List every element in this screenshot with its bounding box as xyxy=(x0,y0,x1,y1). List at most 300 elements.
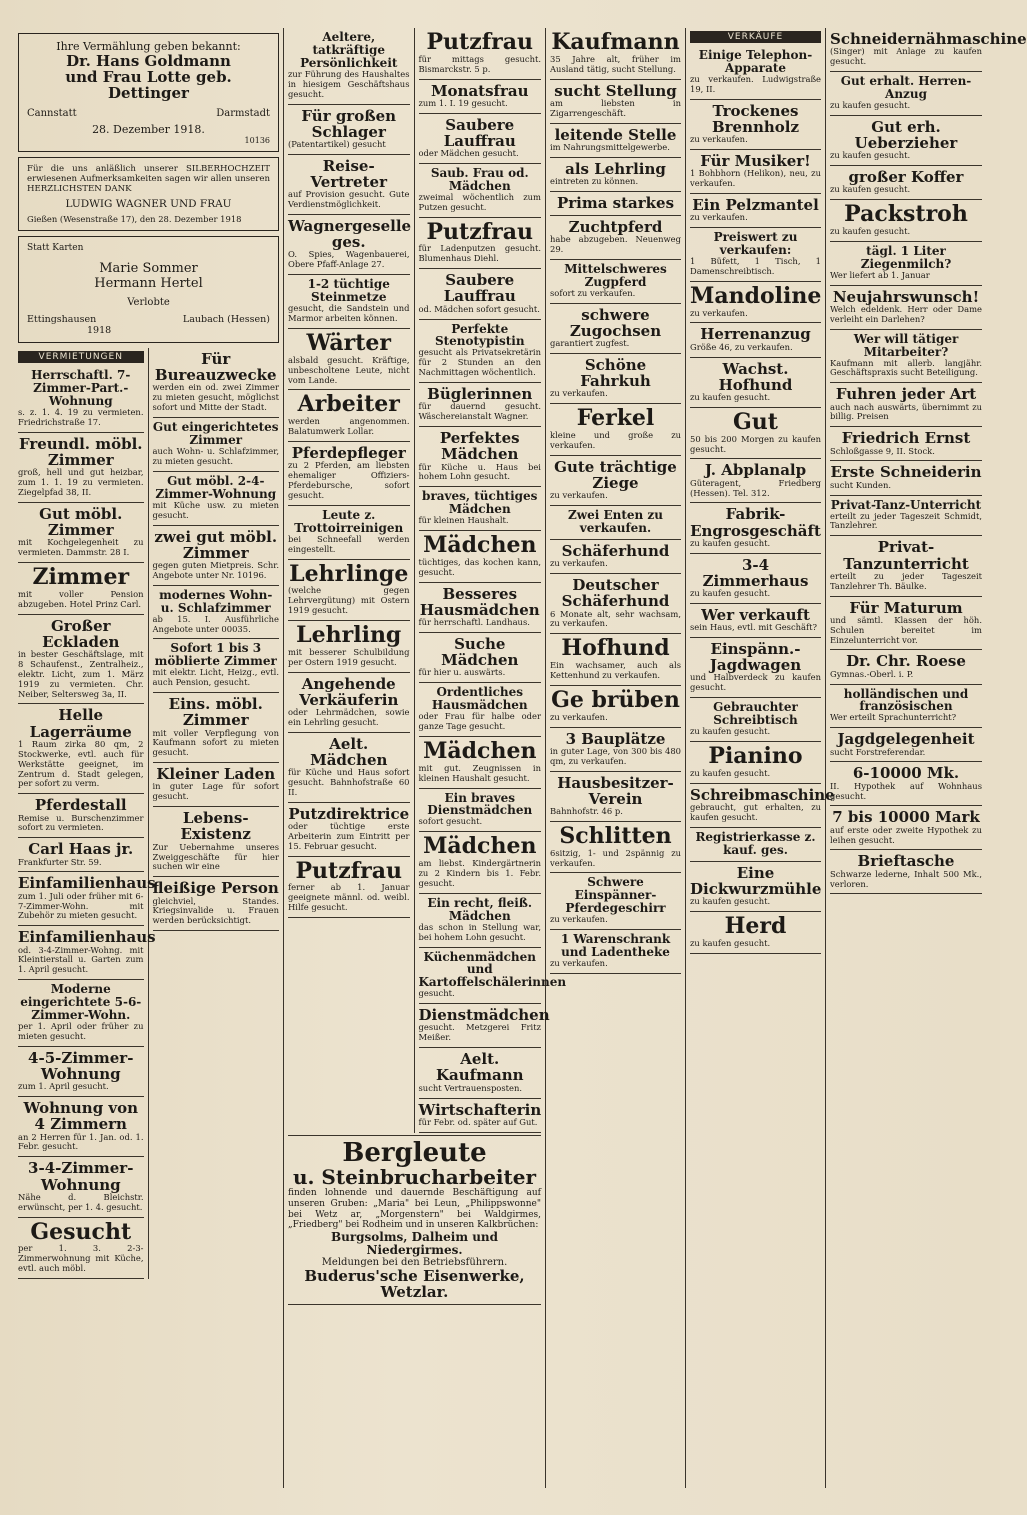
ad-heading: Aeltere, tatkräftige Persönlichkeit xyxy=(300,30,398,70)
classified-ad xyxy=(419,114,542,164)
ad-body: 6 Monate alt, sehr wachsam, zu verkaufen. xyxy=(550,608,681,629)
ad-body: für Febr. od. später auf Gut. xyxy=(418,1116,538,1127)
ad-heading: Carl Haas jr. xyxy=(28,840,134,859)
ad-body: zu kaufen gesucht. xyxy=(690,726,771,737)
classified-ad xyxy=(419,789,542,833)
classified-ad xyxy=(419,1099,542,1133)
ad-heading: modernes Wohn- u. Schlafzimmer xyxy=(159,587,273,615)
ad-body: Kaufmann mit allerb. langjähr. Geschäftspraxis sucht Beteiligung. xyxy=(830,357,982,378)
classified-ad xyxy=(830,427,982,461)
ad-body: oder Mädchen gesucht. xyxy=(418,148,519,159)
column-stellenangebote xyxy=(284,28,567,1488)
ad-heading: Prima starkes xyxy=(556,193,675,212)
ad-heading: Ein Pelzmantel xyxy=(692,196,819,214)
bergleute-title: Bergleute xyxy=(342,1137,487,1168)
ad-heading: Hofhund xyxy=(561,635,670,662)
bergleute-contact: Meldungen bei den Betriebsführern. xyxy=(321,1256,508,1268)
ad-heading: Mittelschweres Zugpferd xyxy=(564,261,667,289)
classified-ad xyxy=(830,597,982,651)
ad-body: zu kaufen gesucht. xyxy=(690,588,771,599)
silver-place: Gießen (Wesenstraße 17), den 28. Dezember 1918 xyxy=(27,213,242,224)
ad-body: für mittags gesucht. Bismarckstr. 5 p. xyxy=(418,53,541,74)
ad-heading: Gute trächtige Ziege xyxy=(554,457,677,493)
ad-body: zu kaufen gesucht. xyxy=(830,225,911,236)
ad-body: Schloßgasse 9, II. Stock. xyxy=(830,445,935,456)
classified-ad xyxy=(550,772,681,822)
list-col7 xyxy=(830,28,1027,894)
ad-heading: tägl. 1 Liter Ziegenmilch? xyxy=(860,243,952,271)
ad-heading: 3-4 Zimmerhaus xyxy=(702,555,809,590)
engaged-name-1: Marie Sommer xyxy=(99,260,198,276)
ad-body: zu verkaufen. xyxy=(550,490,608,501)
classified-ad xyxy=(153,693,280,763)
ad-body: Wer erteilt Sprachunterricht? xyxy=(830,712,957,723)
ad-heading: Zuchtpferd xyxy=(568,217,663,236)
classified-ad xyxy=(419,531,542,583)
ad-body: sucht Forstreferendar. xyxy=(830,746,926,757)
classified-ad xyxy=(690,323,821,357)
ad-heading: Für großen Schlager xyxy=(301,106,397,141)
ad-body: zu kaufen gesucht. xyxy=(830,184,911,195)
ad-body: werden ein od. zwei Zimmer zu mieten gesucht, möglichst sofort und Mitte der Stadt. xyxy=(152,382,279,413)
ad-heading: schwere Zugochsen xyxy=(569,305,662,340)
classified-ad xyxy=(690,503,821,553)
ad-body: od. 3-4-Zimmer-Wohng. mit Kleintierstall u. Garten zum 1. April gesucht. xyxy=(18,944,144,975)
ad-heading: Für Bureauzwecke xyxy=(154,349,277,385)
classified-ad xyxy=(418,1004,550,1048)
classified-ad xyxy=(830,72,982,116)
list-col3 xyxy=(288,28,410,918)
ad-heading: Helle Lagerräume xyxy=(29,706,132,741)
classified-ad xyxy=(550,930,681,974)
ad-heading: Küchenmädchen und Kartoffelschälerinnen xyxy=(418,949,567,990)
ad-heading: Saubere Lauffrau xyxy=(443,115,516,150)
ad-heading: Eine Dickwurzmühle xyxy=(690,863,822,898)
ad-body: oder Lehrmädchen, sowie ein Lehrling gesucht. xyxy=(288,706,410,727)
ad-heading: 1 Warenschrank und Ladentheke xyxy=(560,932,671,960)
silver-names: LUDWIG WAGNER UND FRAU xyxy=(65,197,232,210)
ad-body: Welch edeldenk. Herr oder Dame verleiht ein Darlehen? xyxy=(830,303,982,324)
ad-body: Wer liefert ab 1. Januar xyxy=(830,269,930,280)
marriage-place-right: Darmstadt xyxy=(216,107,270,119)
classified-ad xyxy=(830,330,982,384)
ad-body: für hier u. auswärts. xyxy=(418,667,506,678)
ad-body: und sämtl. Klassen der höh. Schulen bereitet im Einzelunterricht vor. xyxy=(830,614,982,645)
classified-ad xyxy=(419,164,542,218)
ad-body: zum 1. I. 19 gesucht. xyxy=(418,97,508,108)
ad-heading: fleißige Person xyxy=(152,879,279,898)
ad-heading: Jagdgelegenheit xyxy=(837,730,975,749)
classified-ad xyxy=(550,216,681,260)
classified-ad xyxy=(690,638,821,698)
ad-heading: Moderne eingerichtete 5-6-Zimmer-Wohn. xyxy=(20,982,142,1023)
ad-heading: Ein braves Dienstmädchen xyxy=(427,790,533,818)
classified-ad xyxy=(419,832,542,893)
ad-heading: Angehende Verkäuferin xyxy=(299,674,399,709)
ad-body: zu kaufen gesucht. xyxy=(830,150,911,161)
ad-body: gegen guten Mietpreis. Schr. Angebote unter Nr. 10196. xyxy=(152,559,279,580)
ad-heading: Brieftasche xyxy=(857,852,955,871)
ad-heading: Einige Telephon-Apparate xyxy=(698,48,813,75)
classified-ad xyxy=(830,496,982,537)
ad-heading: Herrenanzug xyxy=(700,325,811,344)
marriage-names-2: und Frau Lotte geb. Dettinger xyxy=(65,68,232,103)
ad-heading: Putzdirektrice xyxy=(288,804,410,823)
ad-heading: Schäferhund xyxy=(561,542,670,561)
classified-ad xyxy=(690,194,821,228)
engaged-intro: Statt Karten xyxy=(27,242,84,253)
ad-heading: Wer verkauft xyxy=(701,605,810,624)
ad-heading: Aelt. Kaufmann xyxy=(435,1050,524,1085)
ad-body: groß, hell und gut heizbar, zum 1. 1. 19 zu vermieten. Ziegelpfad 38, II. xyxy=(18,467,144,497)
ad-body: zu kaufen gesucht. xyxy=(830,99,911,110)
marriage-date: 28. Dezember 1918. xyxy=(92,122,205,136)
classified-ad xyxy=(288,733,410,803)
ad-body: Gymnas.-Oberl. i. P. xyxy=(830,668,914,679)
ad-heading: Eins. möbl. Zimmer xyxy=(168,695,263,730)
ad-body: gleichviel, Standes. Kriegsinvalide u. Frauen werden berücksichtigt. xyxy=(152,895,279,926)
classified-ad xyxy=(550,574,681,634)
classified-ad xyxy=(288,275,410,329)
classified-ad xyxy=(288,560,410,621)
ad-heading: Wärter xyxy=(306,329,391,356)
ad-heading: Herd xyxy=(724,912,787,939)
ad-body: Zur Uebernahme unseres Zweiggeschäfte für hier suchen wir eine xyxy=(152,841,279,872)
classified-ad xyxy=(18,794,144,838)
ad-heading: Ein recht, fleiß. Mädchen xyxy=(427,895,533,923)
ad-heading: Packstroh xyxy=(844,201,968,228)
ad-heading: Gut xyxy=(733,408,778,435)
classified-ad xyxy=(830,286,982,330)
ad-body: 1 Raum zirka 80 qm, 2 Stockwerke, evtl. auch für Werkstätte geeignet, im Zentrum d. Stadt gelegen, per sofort zu verm. xyxy=(18,738,144,789)
ad-body: in bester Geschäftslage, mit 8 Schaufenst., Zentralheiz., elektr. Licht, zum 1. März 1919 zu vermieten. Chr. Neiber, Seltersweg 3a, II. xyxy=(18,648,144,699)
column-verkaeufe xyxy=(686,28,835,1488)
classified-ad xyxy=(18,503,144,563)
classified-ad xyxy=(830,461,982,495)
ad-heading: Einfamilienhaus xyxy=(18,874,156,893)
ad-body: auf Provision gesucht. Gute Verdienstmöglichkeit. xyxy=(288,189,410,210)
classified-ad xyxy=(550,192,681,216)
classified-ad xyxy=(419,218,542,270)
ad-body: ab 15. I. Ausführliche Angebote unter 00035. xyxy=(152,613,279,634)
ad-heading: Registrierkasse z. kauf. ges. xyxy=(695,829,816,857)
list-col4 xyxy=(418,28,567,1133)
ad-heading: Mädchen xyxy=(423,737,537,764)
classified-ad xyxy=(153,348,280,418)
ad-body: mit voller Verpflegung von Kaufmann sofort zu mieten gesucht. xyxy=(152,727,279,758)
classified-ad xyxy=(550,456,681,506)
classified-ad xyxy=(419,737,542,789)
ad-body: zu kaufen gesucht. xyxy=(690,896,771,906)
ad-body: Schwarze lederne, Inhalt 500 Mk., verloren. xyxy=(830,868,982,889)
ad-body: sucht Vertrauensposten. xyxy=(418,1082,523,1093)
classified-ad xyxy=(690,150,821,194)
engaged-place-right: Laubach (Hessen) xyxy=(182,313,270,325)
ad-body: 50 bis 200 Morgen zu kaufen gesucht. xyxy=(690,433,821,454)
classified-ad xyxy=(288,105,410,155)
ad-heading: holländischen und französischen xyxy=(843,686,969,714)
ad-heading: Großer Eckladen xyxy=(42,616,120,651)
ad-heading: als Lehrling xyxy=(565,159,666,178)
classified-ad xyxy=(153,526,280,586)
ad-body: II. Hypothek auf Wohnhaus gesucht. xyxy=(830,780,982,801)
ad-heading: Perfektes Mädchen xyxy=(439,429,520,464)
ad-heading: Ordentliches Hausmädchen xyxy=(431,685,528,713)
classified-ad xyxy=(419,683,542,737)
engaged-year: 1918 xyxy=(87,324,112,336)
classified-ad xyxy=(419,427,542,487)
ad-heading: Putzfrau xyxy=(295,857,402,884)
classified-ad xyxy=(288,803,410,857)
ad-heading: großer Koffer xyxy=(848,168,964,187)
ad-heading: Dr. Chr. Roese xyxy=(846,652,966,671)
ad-heading: Gut eingerichtetes Zimmer xyxy=(152,420,279,448)
ad-body: 6sitzig, 1- und 2spännig zu verkaufen. xyxy=(550,847,681,868)
ad-body: werden angenommen. Balatumwerk Lollar. xyxy=(288,416,410,437)
ad-heading: Gut möbl. 2-4-Zimmer-Wohnung xyxy=(155,473,277,501)
ad-body: alsbald gesucht. Kräftige, unbescholtene Leute, nicht vom Lande. xyxy=(288,354,410,385)
ad-body: eintreten zu können. xyxy=(550,175,639,186)
ad-heading: Für Musiker! xyxy=(700,152,811,170)
classified-ad xyxy=(690,742,821,784)
silver-text: Für die uns anläßlich unserer SILBERHOCHZEIT erwiesenen Aufmerksamkeiten sagen wir allen unseren HERZLICHSTEN DANK xyxy=(27,163,270,194)
classified-ad xyxy=(690,358,821,408)
ad-body: ferner ab 1. Januar geeignete männl. od. weibl. Hilfe gesucht. xyxy=(288,882,410,913)
classified-ad xyxy=(550,686,681,728)
ad-body: mit elektr. Licht, Heizg., evtl. auch Pension, gesucht. xyxy=(152,667,279,688)
ad-body: oder Frau für halbe oder ganze Tage gesucht. xyxy=(418,711,541,732)
classified-ad xyxy=(550,873,681,930)
classified-ad xyxy=(419,28,542,80)
ad-body: sofort zu verkaufen. xyxy=(550,287,636,298)
ad-heading: Schlitten xyxy=(559,822,672,849)
marriage-intro: Ihre Vermählung geben bekannt: xyxy=(56,40,241,53)
ad-heading: Für Maturum xyxy=(849,598,963,617)
classified-ad xyxy=(830,383,982,427)
ad-heading: 6-10000 Mk. xyxy=(852,764,960,783)
classified-ad xyxy=(288,673,410,733)
ad-body: auch Wohn- u. Schlafzimmer, zu mieten gesucht. xyxy=(152,445,279,466)
ad-body: in guter Lage für sofort gesucht. xyxy=(152,781,279,802)
classified-ad xyxy=(418,948,567,1005)
classified-ad xyxy=(288,329,410,390)
classified-ad xyxy=(18,366,144,433)
ad-heading: Gut erh. Ueberzieher xyxy=(854,117,958,152)
ad-heading: zwei gut möbl. Zimmer xyxy=(154,527,278,562)
classified-ad xyxy=(18,563,144,615)
classified-ad xyxy=(288,28,410,105)
classified-ad xyxy=(550,540,681,574)
column-verschiedenes xyxy=(826,28,1027,1488)
marriage-announcement xyxy=(18,33,279,152)
ad-body: erteilt zu jeder Tageszeit Tanzlehrer Th. Bäulke. xyxy=(830,570,982,591)
ad-body: im Nahrungsmittelgewerbe. xyxy=(550,141,670,152)
ad-body: für Küche und Haus sofort gesucht. Bahnhofstraße 60 II. xyxy=(288,767,410,797)
ad-body: zu verkaufen. xyxy=(550,914,608,925)
subcolumn-1 xyxy=(18,348,156,1279)
ad-columns xyxy=(14,28,1027,1488)
ad-heading: Lehrlinge xyxy=(289,560,409,587)
ad-body: am liebsten in Zigarrengeschäft. xyxy=(550,97,681,118)
ad-body: mit Küche usw. zu mieten gesucht. xyxy=(152,499,279,520)
ad-body: das schon in Stellung war, bei hohem Lohn gesucht. xyxy=(418,921,541,942)
ad-heading: Büglerinnen xyxy=(427,385,533,404)
classified-ad xyxy=(288,215,410,275)
ad-body: auf erste oder zweite Hypothek zu leihen gesucht. xyxy=(830,824,982,845)
ad-body: garantiert zugfest. xyxy=(550,338,630,349)
classified-ad xyxy=(288,442,410,506)
classified-ad xyxy=(419,269,542,319)
classified-ad xyxy=(690,46,821,100)
classified-ad xyxy=(830,28,1027,72)
ad-body: und Halbverdeck zu kaufen gesucht. xyxy=(690,672,821,693)
ad-heading: Trockenes Brennholz xyxy=(711,101,800,136)
classified-ad xyxy=(550,80,681,124)
ad-body: 1 Bohbhorn (Helikon), neu, zu verkaufen. xyxy=(690,168,821,189)
classified-ad xyxy=(419,487,542,531)
engaged-name-2: Hermann Hertel xyxy=(94,275,203,291)
classified-ad xyxy=(550,260,681,304)
ad-heading: Herrschaftl. 7-Zimmer-Part.-Wohnung xyxy=(31,367,131,408)
ad-heading: Perfekte Stenotypistin xyxy=(434,321,525,349)
ad-body: bei Schneefall werden eingestellt. xyxy=(288,533,410,554)
ad-heading: 7 bis 10000 Mark xyxy=(832,808,980,827)
ad-heading: Einspänn.-Jagdwagen xyxy=(709,640,802,675)
ad-body: sofort gesucht. xyxy=(418,816,483,827)
ad-heading: Putzfrau xyxy=(426,218,533,245)
ad-body: zu kaufen gesucht. xyxy=(690,767,771,778)
classified-ad xyxy=(690,100,821,150)
ad-body: oder tüchtige erste Arbeiterin zum Eintritt per 15. Februar gesucht. xyxy=(288,821,410,851)
classified-ad xyxy=(288,155,410,215)
ad-body: (Singer) mit Anlage zu kaufen gesucht. xyxy=(830,46,982,67)
classified-ad xyxy=(18,980,144,1047)
ad-body: auch nach auswärts, übernimmt zu billig. Preisen xyxy=(830,401,982,422)
classified-ad xyxy=(690,912,821,954)
ad-heading: Besseres Hausmädchen xyxy=(419,584,540,619)
classified-ad xyxy=(690,698,821,742)
classified-ad xyxy=(830,116,982,166)
ad-body: zu verkaufen. xyxy=(690,134,748,145)
ad-body: am liebst. Kindergärtnerin zu 2 Kindern bis 1. Febr. gesucht. xyxy=(418,858,541,888)
ad-heading: Monatsfrau xyxy=(430,81,529,100)
ad-heading: Ge brüben xyxy=(551,686,680,713)
ad-body: od. Mädchen sofort gesucht. xyxy=(418,303,540,314)
classified-ad xyxy=(830,536,982,596)
ad-heading: Preiswert zu verkaufen: xyxy=(713,230,798,258)
ad-heading: Wachst. Hofhund xyxy=(718,359,793,394)
ad-body: erteilt zu jeder Tageszeit Schmidt, Tanzlehrer. xyxy=(830,510,982,531)
ad-heading: Fuhren jeder Art xyxy=(835,385,977,404)
classified-ad xyxy=(288,506,410,560)
ad-body: gesucht. xyxy=(418,988,455,999)
marriage-place-left: Cannstatt xyxy=(27,107,77,119)
classified-ad xyxy=(18,838,144,872)
ad-body: für kleinen Haushalt. xyxy=(418,515,509,526)
ad-heading: Mädchen xyxy=(423,833,537,860)
ad-heading: Lebens-Existenz xyxy=(180,809,251,844)
engagement-announcement xyxy=(18,236,279,343)
ad-body: zu kaufen gesucht. xyxy=(690,391,771,402)
ad-heading: Suche Mädchen xyxy=(441,634,519,670)
ad-body: für herrschaftl. Landhaus. xyxy=(418,617,530,628)
ad-heading: Privat-Tanz-Unterricht xyxy=(830,497,982,512)
ad-body: für Ladenputzen gesucht. Blumenhaus Diehl. xyxy=(418,243,541,264)
ad-heading: 4-5-Zimmer-Wohnung xyxy=(28,1048,134,1084)
classified-ad xyxy=(830,806,982,850)
ad-heading: J. Abplanalp xyxy=(704,461,807,480)
ad-body: Größe 46, zu verkaufen. xyxy=(690,341,793,352)
bergleute-company: Buderus'sche Eisenwerke, Wetzlar. xyxy=(304,1266,525,1301)
classified-ad xyxy=(550,354,681,404)
ad-body: gebraucht, gut erhalten, zu kaufen gesucht. xyxy=(690,801,821,822)
ad-heading: Wirtschafterin xyxy=(418,1100,542,1119)
classified-ad xyxy=(830,650,982,684)
ad-body: sucht Kunden. xyxy=(830,479,892,490)
ad-heading: Hausbesitzer-Verein xyxy=(557,773,674,808)
ad-body: für dauernd gesucht. Wäschereianstalt Wagner. xyxy=(418,401,541,422)
ad-heading: leitende Stelle xyxy=(554,125,677,144)
ad-body: O. Spies, Wagenbauerei, Obere Pfaff-Anlage 27. xyxy=(288,249,410,270)
ad-heading: Einfamilienhaus xyxy=(18,928,156,947)
subcolumn-2 xyxy=(149,348,280,1279)
classified-ad xyxy=(550,634,681,686)
classified-ad xyxy=(153,807,280,877)
classified-ad xyxy=(419,894,542,948)
ad-body: gesucht, die Sandstein und Marmor arbeiten können. xyxy=(288,303,410,324)
marriage-ref: 10136 xyxy=(244,135,270,145)
ad-body: Güteragent, Friedberg (Hessen). Tel. 312. xyxy=(690,477,821,498)
classified-ad xyxy=(830,166,982,200)
classified-ad xyxy=(419,383,542,427)
ad-body: per 1. April oder früher zu mieten gesucht. xyxy=(18,1021,144,1041)
classified-ad xyxy=(690,408,821,460)
ad-body: Nähe d. Bleichstr. erwünscht, per 1. 4. gesucht. xyxy=(18,1191,144,1212)
ad-body: habe abzugeben. Neuenweg 29. xyxy=(550,234,681,255)
ad-body: zu verkaufen. Ludwigstraße 19, II. xyxy=(690,73,821,94)
ad-body: zu kaufen gesucht. xyxy=(690,937,771,948)
ad-heading: Gut erhalt. Herren-Anzug xyxy=(840,74,972,101)
ad-heading: Pferdepfleger xyxy=(291,443,406,462)
classified-ad xyxy=(830,200,982,242)
classified-ad xyxy=(153,763,280,807)
classified-ad xyxy=(288,621,410,673)
ad-heading: Ferkel xyxy=(576,405,655,432)
classified-ad xyxy=(419,583,542,633)
ad-body: mit Kochgelegenheit zu vermieten. Dammstr. 28 I. xyxy=(18,537,144,558)
ad-body: Ein wachsamer, auch als Kettenhund zu verkaufen. xyxy=(550,660,681,680)
ad-heading: 1-2 tüchtige Steinmetze xyxy=(307,277,390,305)
ad-body: gesucht als Privatsekretärin für 2 Stunden an den Nachmittagen wöchentlich. xyxy=(418,347,541,378)
ad-heading: Deutscher Schäferhund xyxy=(561,576,670,611)
list-col6 xyxy=(690,46,835,954)
classified-ad xyxy=(419,80,542,114)
ad-heading: Kaufmann xyxy=(551,29,680,55)
ad-heading: Pianino xyxy=(708,743,803,770)
ad-heading: Reise-Vertreter xyxy=(310,156,387,192)
ad-heading: Wagnergeselle ges. xyxy=(288,217,412,252)
ad-heading: braves, tüchtiges Mädchen xyxy=(422,489,538,517)
ad-body: sein Haus, evtl. mit Geschäft? xyxy=(690,622,817,633)
silver-wedding-notice xyxy=(18,157,279,231)
bergleute-places: Burgsolms, Dalheim und Niedergirmes. xyxy=(330,1229,499,1257)
ad-heading: Schneidernähmaschine xyxy=(830,30,1027,48)
section-verkaeufe: VERKÄUFE xyxy=(690,31,821,43)
classified-ad xyxy=(550,28,681,80)
classified-ad xyxy=(690,554,821,604)
classified-ad xyxy=(18,872,156,926)
column-announcements xyxy=(14,28,284,1488)
